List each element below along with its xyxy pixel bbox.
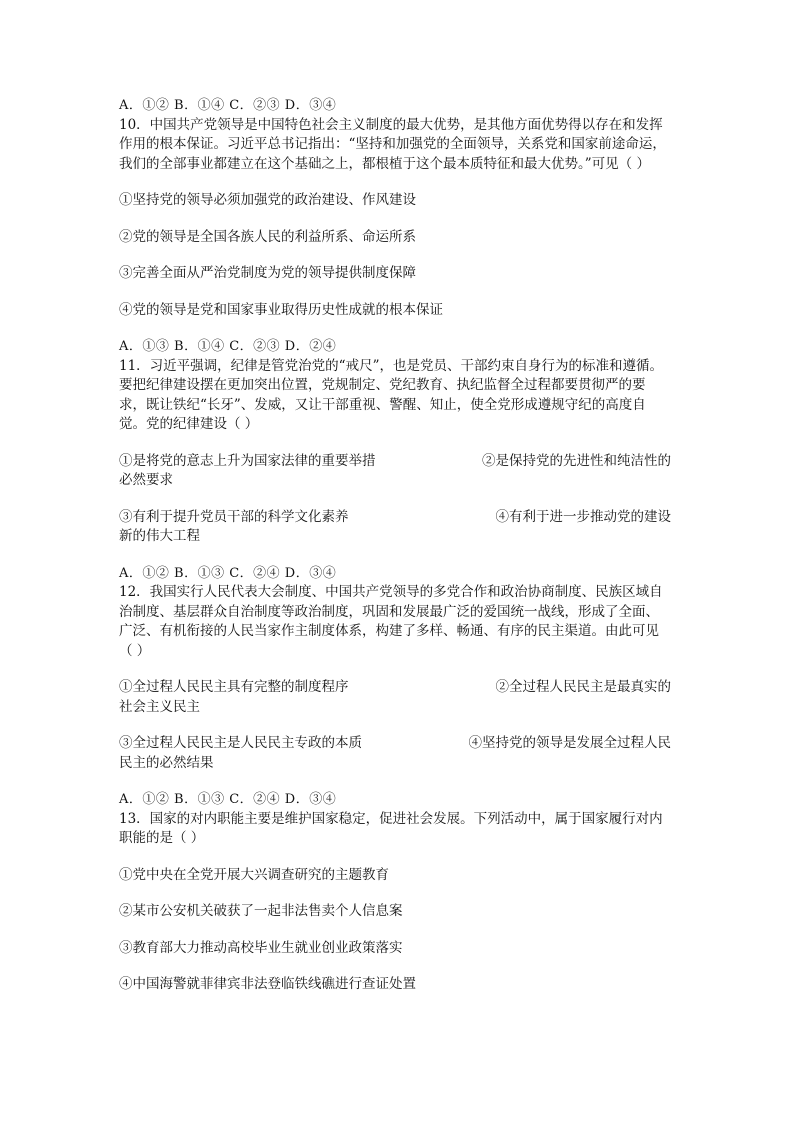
q12-option-1: ①全过程人民民主具有完整的制度程序: [119, 679, 349, 695]
q11-option-4-continued: 新的伟大工程: [119, 528, 200, 544]
q11-option-4: ④有利于进一步推动党的建设: [495, 508, 671, 525]
q11-options-row-2: [119, 508, 671, 528]
q12-answer-choices: A．①② B．①③ C．②④ D．③④: [119, 792, 337, 807]
q10-option-3: ③完善全面从严治党制度为党的领导提供制度保障: [119, 265, 416, 281]
q10-option-2: ②党的领导是全国各族人民的利益所系、命运所系: [119, 228, 416, 245]
q10-option-4: ④党的领导是党和国家事业取得历史性成就的根本保证: [119, 301, 443, 318]
q11-options-row-1: [119, 452, 671, 472]
q13-stem: 13．国家的对内职能主要是维护国家稳定，促进社会发展。下列活动中，属于国家履行对内职能的是（ ）: [119, 810, 663, 846]
q11-option-2-continued: 必然要求: [119, 472, 173, 488]
q13-option-2: ②某市公安机关破获了一起非法售卖个人信息案: [119, 903, 403, 919]
q13-option-1: ①党中央在全党开展大兴调查研究的主题教育: [119, 866, 389, 883]
q11-stem: 11．习近平强调，纪律是管党治党的“戒尺”，也是党员、干部约束自身行为的标准和遵循。要把纪律建设摆在更加突出位置，党规制定、党纪教育、执纪监督全过程都要贯彻严的要求，既让铁纪“长牙”、发威，又让干部重视、警醒、知止，使全党形成遵规守纪的高度自觉。党的纪律建设（ ）: [119, 357, 663, 432]
q12-option-4-continued: 民主的必然结果: [119, 754, 214, 771]
q13-option-3: ③教育部大力推动高校毕业生就业创业政策落实: [119, 939, 403, 956]
q10-stem: 10．中国共产党领导是中国特色社会主义制度的最大优势，是其他方面优势得以存在和发挥作用的根本保证。习近平总书记指出：“坚持和加强党的全面领导，关系党和国家前途命运，我们的全部事业都建立在这个基础之上，都根植于这个最本质特征和最大优势。”可见（ ）: [119, 116, 666, 172]
q12-option-2: ②全过程人民民主是最真实的: [495, 679, 671, 695]
q11-option-3: ③有利于提升党员干部的科学文化素养: [119, 508, 349, 525]
q11-answer-choices: A．①② B．①③ C．②④ D．③④: [119, 565, 337, 581]
q12-stem: 12．我国实行人民代表大会制度、中国共产党领导的多党合作和政治协商制度、民族区域自治制度、基层群众自治制度等政治制度，巩固和发展最广泛的爱国统一战线，形成了全面、广泛、有机衔接的人民当家作主制度体系，构建了多样、畅通、有序的民主渠道。由此可见（ ）: [119, 584, 663, 659]
q13-option-4: ④中国海警就菲律宾非法登临铁线礁进行查证处置: [119, 976, 416, 992]
q11-option-2: ②是保持党的先进性和纯洁性的: [482, 452, 671, 469]
q11-option-1: ①是将党的意志上升为国家法律的重要举措: [119, 452, 376, 469]
q9-answer-choices: A．①② B．①④ C．②③ D．③④: [119, 98, 337, 113]
q12-option-2-continued: 社会主义民主: [119, 698, 200, 715]
q12-options-row-2: [119, 734, 671, 754]
q10-option-1: ①坚持党的领导必须加强党的政治建设、作风建设: [119, 192, 416, 208]
q12-option-4: ④坚持党的领导是发展全过程人民: [468, 735, 671, 751]
exam-page: [119, 96, 671, 995]
q12-option-3: ③全过程人民民主是人民民主专政的本质: [119, 735, 362, 751]
q12-options-row-1: [119, 678, 671, 698]
q10-answer-choices: A．①③ B．①④ C．②③ D．②④: [119, 339, 337, 354]
